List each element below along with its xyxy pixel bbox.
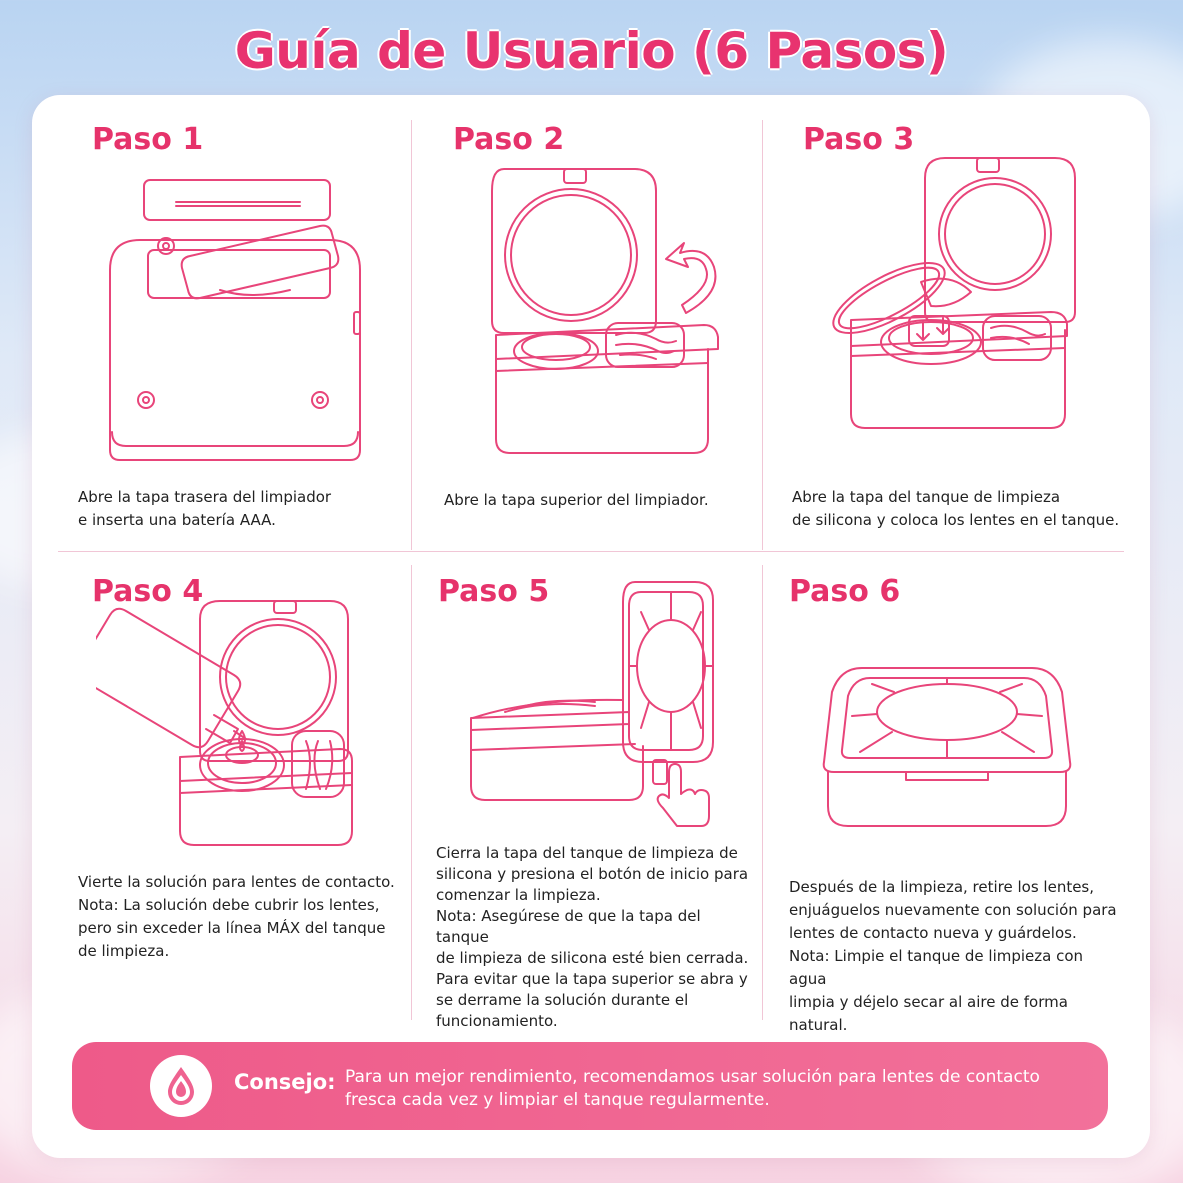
row-divider (58, 551, 1124, 552)
step-6-title: Paso 6 (789, 574, 901, 609)
step-5-description: Cierra la tapa del tanque de limpieza de silicona y presiona el botón de inicio para comenzar la limpieza. Nota: Asegúrese de que la tapa del tanque de limpieza de silicona esté bien cerrada. Para evitar que la tapa superior se abra y se derrame la solución durante el funcionamiento. (436, 844, 749, 1030)
step-5-illustration (465, 578, 725, 828)
step-3-illustration (825, 152, 1080, 442)
tip-banner (72, 1042, 1108, 1130)
step-6-description: Después de la limpieza, retire los lentes, enjuáguelos nuevamente con solución para lentes de contacto nueva y guárdelos. Nota: Limpie el tanque de limpieza con agua limpia y déjelo secar al aire de forma natural. (789, 878, 1117, 1034)
step-2-illustration (480, 165, 730, 460)
step-1-description: Abre la tapa trasera del limpiador e inserta una batería AAA. (78, 488, 332, 529)
step-2-title: Paso 2 (453, 122, 565, 157)
water-drop-icon (150, 1055, 212, 1117)
step-5-title: Paso 5 (438, 574, 550, 609)
step-3-title: Paso 3 (803, 122, 915, 157)
page-title: Guía de Usuario (6 Pasos) (234, 22, 949, 80)
tip-text: Para un mejor rendimiento, recomendamos usar solución para lentes de contacto fresca cada vez y limpiar el tanque regularmente. (345, 1067, 1040, 1110)
step-4-title: Paso 4 (92, 574, 204, 609)
column-divider (411, 120, 412, 550)
step-1-illustration (100, 172, 370, 472)
column-divider (762, 565, 763, 1020)
step-6-illustration (822, 660, 1072, 832)
column-divider (411, 565, 412, 1020)
tip-label: Consejo: (234, 1070, 336, 1094)
step-2-description: Abre la tapa superior del limpiador. (444, 491, 709, 509)
step-4-description: Vierte la solución para lentes de contacto. Nota: La solución debe cubrir los lentes, pero sin exceder la línea MÁX del tanque de limpieza. (78, 873, 395, 960)
step-1-title: Paso 1 (92, 122, 204, 157)
step-3-description: Abre la tapa del tanque de limpieza de silicona y coloca los lentes en el tanque. (792, 488, 1120, 529)
step-4-illustration (96, 597, 356, 852)
column-divider (762, 120, 763, 550)
